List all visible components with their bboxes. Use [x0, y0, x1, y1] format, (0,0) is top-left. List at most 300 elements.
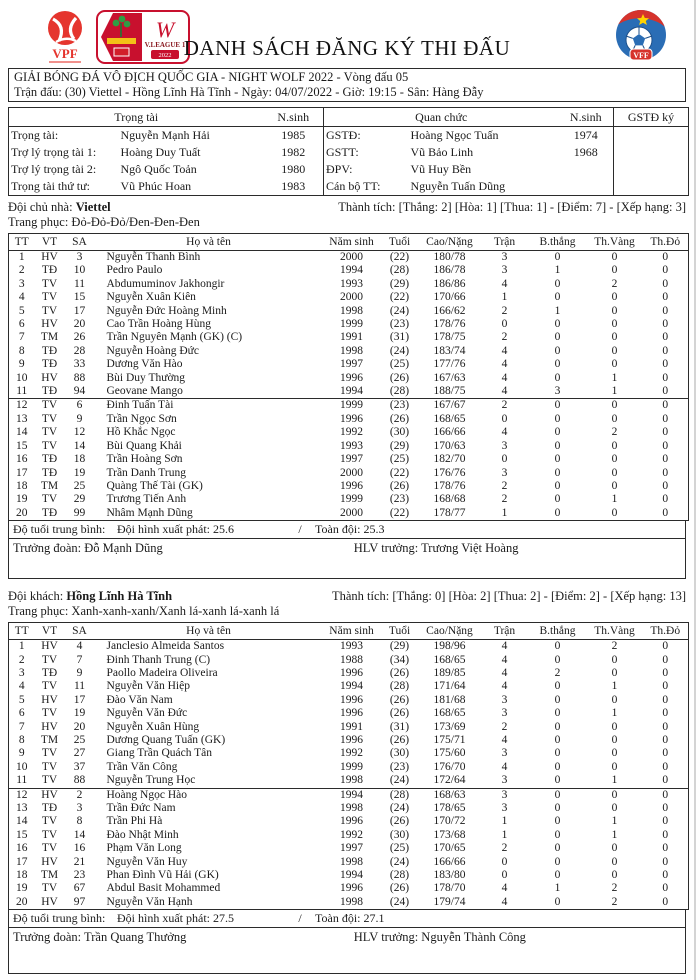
goals-cell: 0	[554, 680, 561, 693]
birth-year: 1985	[281, 128, 306, 142]
age-cell: (24)	[389, 802, 410, 814]
height-weight-cell: 168/63	[419, 788, 481, 802]
height-weight-cell: 166/66	[433, 426, 466, 439]
shirt-number-cell: 7	[76, 653, 83, 666]
player-name-cell: Đinh Tuấn Tài	[95, 399, 323, 413]
player-name-cell: Nguyễn Xuân Hùng	[106, 720, 200, 733]
player-name-cell: Quàng Thế Tài (GK)	[106, 479, 203, 492]
position-cell: TĐ	[41, 344, 58, 357]
tt-cell: 20	[16, 895, 28, 908]
position-cell: HV	[41, 371, 58, 384]
player-row	[9, 856, 689, 869]
age-cell: (30)	[389, 426, 410, 439]
position-cell: TV	[41, 493, 58, 506]
red-cards-cell: 0	[662, 291, 669, 304]
player-name-cell: Nguyễn Hoàng Đức	[106, 344, 199, 357]
goals-cell: 0	[554, 707, 561, 720]
position-cell: HV	[35, 788, 65, 802]
shirt-number-cell: 11	[73, 277, 86, 290]
matches-cell: 3	[501, 707, 508, 720]
away-team-line	[8, 589, 686, 604]
tt-cell: 10	[16, 760, 28, 773]
player-row	[9, 467, 689, 480]
player-name-cell: Paollo Madeira Oliveira	[106, 666, 218, 679]
tt-cell: 11	[16, 385, 28, 398]
goals-cell: 2	[554, 666, 561, 679]
birth-year-cell: 1996	[340, 707, 363, 720]
player-name-cell: Trần Hoàng Sơn	[106, 453, 183, 466]
shirt-number-cell: 28	[73, 344, 86, 357]
home-kit-line: Trang phục: Đỏ-Đỏ-Đỏ/Đen-Đen-Đen	[8, 215, 200, 229]
tt-cell: 17	[16, 466, 28, 479]
birth-year-cell: 1996	[340, 479, 363, 492]
position-cell: HV	[41, 640, 58, 653]
yellow-cards-cell: 0	[611, 412, 618, 425]
red-cards-cell: 0	[662, 653, 669, 666]
column-header-9: Th.Vàng	[587, 234, 643, 251]
height-weight-cell: 168/65	[433, 412, 466, 425]
away-leaders-box	[8, 928, 686, 974]
position-cell: TM	[40, 869, 59, 882]
goals-cell: 0	[554, 277, 561, 290]
birth-year-cell: 1999	[340, 318, 363, 331]
goals-cell: 0	[554, 358, 561, 371]
player-name-cell: Đào Văn Nam	[106, 693, 173, 706]
height-weight-cell: 189/85	[433, 666, 466, 679]
player-row	[9, 667, 689, 680]
position-cell: TV	[41, 882, 58, 895]
age-cell: (28)	[381, 788, 419, 802]
official-name: Nguyễn Tuấn Dũng	[410, 179, 506, 193]
goals-cell: 0	[554, 466, 561, 479]
role-label: GSTT:	[324, 144, 409, 161]
red-cards-cell: 0	[662, 453, 669, 466]
age-cell: (26)	[389, 707, 410, 720]
player-name-cell: Trần Ngọc Sơn	[106, 412, 177, 425]
goals-cell: 0	[554, 331, 561, 344]
position-cell: TM	[40, 479, 59, 492]
right-logo	[614, 8, 668, 66]
column-header-10: Th.Đỏ	[643, 234, 689, 251]
goals-cell: 0	[554, 720, 561, 733]
red-cards-cell: 0	[662, 479, 669, 492]
gstd-sign-cell	[614, 127, 689, 196]
player-name-cell: Nguyễn Thanh Bình	[106, 251, 201, 263]
goals-cell: 0	[554, 815, 561, 828]
shirt-number-cell: 19	[73, 707, 86, 720]
shirt-number-cell: 17	[73, 304, 86, 317]
player-name-cell: Trần Nguyên Mạnh (GK) (C)	[106, 331, 243, 344]
age-cell: (22)	[389, 506, 410, 519]
player-name-cell: Nhâm Mạnh Dũng	[106, 506, 193, 519]
age-cell: (29)	[389, 640, 410, 653]
position-cell: TV	[41, 774, 58, 787]
yellow-cards-cell: 0	[611, 842, 618, 855]
birth-year-cell: 2000	[340, 291, 363, 304]
column-header-1: VT	[35, 623, 65, 640]
red-cards-cell: 0	[662, 331, 669, 344]
birth-year-cell: 1992	[340, 426, 363, 439]
height-weight-cell: 181/68	[433, 693, 466, 706]
red-cards-cell: 0	[662, 747, 669, 760]
tt-cell: 13	[16, 802, 28, 814]
tt-cell: 6	[18, 318, 25, 331]
birth-year-cell: 1996	[340, 371, 363, 384]
age-cell: (34)	[389, 653, 410, 666]
player-name-cell: Bùi Quang Khải	[106, 439, 182, 452]
height-weight-cell: 188/75	[433, 385, 466, 398]
height-weight-cell: 166/62	[433, 304, 466, 317]
matches-cell: 2	[501, 493, 508, 506]
matches-cell: 0	[501, 453, 508, 466]
column-header-6: Cao/Nặng	[419, 623, 481, 640]
shirt-number-cell: 88	[73, 774, 86, 787]
home-avg-age-row	[8, 521, 686, 539]
shirt-number-cell: 88	[73, 371, 86, 384]
age-cell: (26)	[389, 371, 410, 384]
matches-cell: 4	[501, 640, 508, 653]
goals-cell: 1	[554, 304, 561, 317]
birth-year-cell: 1993	[340, 439, 363, 452]
shirt-number-cell: 97	[73, 895, 86, 908]
yellow-cards-cell: 0	[611, 251, 618, 263]
player-name-cell: Nguyễn Văn Huy	[106, 855, 188, 868]
height-weight-cell: 177/76	[433, 358, 466, 371]
player-row	[9, 694, 689, 707]
age-cell: (26)	[389, 693, 410, 706]
official-name: Ngô Quốc Toản	[120, 162, 197, 176]
yellow-cards-cell: 0	[611, 760, 618, 773]
away-avg-age-row	[8, 910, 686, 928]
shirt-number-cell: 6	[65, 399, 95, 413]
goals-cell: 0	[554, 760, 561, 773]
birth-year-cell: 1999	[340, 760, 363, 773]
player-name-cell: Nguyễn Văn Hiệp	[106, 680, 190, 693]
player-name-cell: Trần Phi Hà	[106, 815, 163, 828]
position-cell: TV	[41, 439, 58, 452]
yellow-cards-cell: 2	[611, 277, 618, 290]
position-cell: TV	[41, 304, 58, 317]
born-col-header2: N.sinh	[559, 108, 614, 127]
official-name: Hoàng Duy Tuất	[120, 145, 201, 159]
birth-year-cell: 1999	[323, 399, 381, 413]
player-row	[9, 747, 689, 760]
vff-text: VFF	[633, 51, 649, 60]
birth-year-cell: 1998	[340, 344, 363, 357]
home-players-header-row	[9, 234, 689, 251]
shirt-number-cell: 37	[73, 760, 86, 773]
tt-cell: 7	[18, 331, 25, 344]
matches-cell: 2	[501, 720, 508, 733]
column-header-1: VT	[35, 234, 65, 251]
player-name-cell: Nguyễn Đức Hoàng Minh	[106, 304, 227, 317]
red-cards-cell: 0	[662, 882, 669, 895]
height-weight-cell: 176/76	[433, 466, 466, 479]
birth-year-cell: 1992	[340, 828, 363, 841]
player-row	[9, 869, 689, 882]
red-cards-cell: 0	[662, 869, 669, 882]
height-weight-cell: 186/86	[433, 277, 466, 290]
red-cards-cell: 0	[662, 895, 669, 908]
column-header-0: TT	[9, 623, 35, 640]
yellow-cards-cell: 1	[611, 774, 618, 787]
shirt-number-cell: 29	[73, 493, 86, 506]
tt-cell: 18	[16, 869, 28, 882]
position-cell: TĐ	[41, 385, 58, 398]
age-cell: (26)	[389, 412, 410, 425]
starting-avg-age: Đội hình xuất phát: 25.6	[117, 522, 234, 537]
shirt-number-cell: 3	[76, 251, 83, 263]
player-row	[9, 842, 689, 855]
birth-year-cell: 1994	[340, 385, 363, 398]
slash: /	[298, 522, 302, 537]
height-weight-cell: 175/71	[433, 733, 466, 746]
officials-row	[9, 127, 689, 145]
player-row	[9, 331, 689, 344]
tt-cell: 3	[18, 666, 25, 679]
height-weight-cell: 186/78	[433, 264, 466, 277]
referee-col-header: Trọng tài	[9, 108, 264, 127]
yellow-cards-cell: 0	[611, 466, 618, 479]
matches-cell: 2	[481, 399, 529, 413]
tt-cell: 13	[16, 412, 28, 425]
height-weight-cell: 168/65	[433, 707, 466, 720]
column-header-8: B.thắng	[529, 234, 587, 251]
player-row	[9, 278, 689, 291]
player-row	[9, 829, 689, 842]
officials-row	[9, 144, 689, 161]
tt-cell: 19	[16, 882, 28, 895]
age-cell: (24)	[389, 774, 410, 787]
birth-year-cell: 1996	[340, 815, 363, 828]
matches-cell: 3	[501, 747, 508, 760]
height-weight-cell: 168/65	[433, 653, 466, 666]
red-cards-cell: 0	[662, 802, 669, 814]
goals-cell: 0	[554, 828, 561, 841]
yellow-cards-cell: 2	[611, 640, 618, 653]
age-cell: (26)	[389, 882, 410, 895]
tt-cell: 14	[16, 815, 28, 828]
red-cards-cell: 0	[662, 371, 669, 384]
position-cell: TV	[41, 680, 58, 693]
red-cards-cell: 0	[662, 707, 669, 720]
height-weight-cell: 173/68	[433, 828, 466, 841]
shirt-number-cell: 25	[73, 479, 86, 492]
tt-cell: 9	[18, 747, 25, 760]
matches-cell: 0	[501, 412, 508, 425]
matches-cell: 4	[501, 666, 508, 679]
player-row	[9, 788, 689, 802]
yellow-cards-cell: 0	[611, 264, 618, 277]
role-label: Trọng tài thứ tư:	[11, 179, 90, 193]
shirt-number-cell: 12	[73, 426, 86, 439]
height-weight-cell: 167/63	[433, 371, 466, 384]
position-cell: TĐ	[41, 264, 58, 277]
player-row	[9, 774, 689, 788]
home-team-label	[8, 200, 111, 215]
height-weight-cell: 175/60	[433, 747, 466, 760]
birth-year-cell: 1992	[340, 747, 363, 760]
height-weight-cell: 178/70	[433, 882, 466, 895]
height-weight-cell: 180/78	[433, 251, 466, 263]
player-name-cell: Đào Nhật Minh	[106, 828, 179, 841]
yellow-cards-cell: 0	[611, 318, 618, 331]
age-cell: (22)	[389, 251, 410, 263]
away-players-header-row	[9, 623, 689, 640]
birth-year-cell: 1988	[340, 653, 363, 666]
player-name-cell: Geovane Mango	[106, 385, 183, 398]
matches-cell: 3	[501, 774, 508, 787]
birth-year-cell: 1996	[340, 412, 363, 425]
age-cell: (28)	[389, 264, 410, 277]
height-weight-cell: 173/69	[433, 720, 466, 733]
red-cards-cell: 0	[662, 693, 669, 706]
column-header-4: Năm sinh	[323, 623, 381, 640]
matches-cell: 1	[501, 828, 508, 841]
official-name: Nguyễn Mạnh Hải	[120, 128, 210, 142]
role-label: Cán bộ TT:	[324, 178, 409, 196]
vff-logo-icon	[614, 8, 668, 62]
red-cards-cell: 0	[662, 304, 669, 317]
tt-cell: 11	[16, 774, 28, 787]
height-weight-cell: 168/68	[433, 493, 466, 506]
red-cards-cell: 0	[662, 720, 669, 733]
age-cell: (29)	[389, 439, 410, 452]
goals-cell: 0	[554, 479, 561, 492]
match-line: Trận đấu: (30) Viettel - Hồng Lĩnh Hà Tĩnh - Ngày: 04/07/2022 - Giờ: 19:15 - Sân: Hàng Đẫy	[14, 85, 484, 99]
home-role-label: Đội chủ nhà:	[8, 200, 73, 214]
player-name-cell: Nguyễn Trung Học	[106, 774, 196, 787]
age-cell: (26)	[389, 479, 410, 492]
matches-cell: 0	[501, 855, 508, 868]
player-row	[9, 251, 689, 265]
position-cell: TM	[40, 733, 59, 746]
competition-box	[8, 68, 686, 102]
goals-cell: 0	[554, 291, 561, 304]
goals-cell: 0	[554, 412, 561, 425]
shirt-number-cell: 25	[73, 733, 86, 746]
home-team-leader: Trưởng đoàn: Đỗ Mạnh Dũng	[13, 541, 163, 556]
position-cell: TV	[35, 399, 65, 413]
age-cell: (30)	[389, 828, 410, 841]
tt-cell: 2	[18, 264, 25, 277]
role-label: GSTĐ:	[324, 127, 409, 145]
tt-cell: 16	[16, 453, 28, 466]
column-header-3: Họ và tên	[95, 234, 323, 251]
red-cards-cell: 0	[662, 828, 669, 841]
tt-cell: 3	[18, 277, 25, 290]
goals-cell: 0	[554, 493, 561, 506]
yellow-cards-cell: 0	[611, 733, 618, 746]
shirt-number-cell: 9	[76, 412, 83, 425]
matches-cell: 4	[501, 680, 508, 693]
matches-cell: 0	[501, 869, 508, 882]
goals-cell: 0	[529, 399, 587, 413]
birth-year-cell: 1998	[340, 802, 363, 814]
position-cell: HV	[41, 251, 58, 263]
red-cards-cell: 0	[662, 277, 669, 290]
tt-cell: 7	[18, 720, 25, 733]
player-row	[9, 493, 689, 506]
matches-cell: 1	[501, 506, 508, 519]
role-label: Trọng tài:	[11, 128, 59, 142]
birth-year-cell: 1993	[340, 277, 363, 290]
column-header-3: Họ và tên	[95, 623, 323, 640]
height-weight-cell: 178/77	[433, 506, 466, 519]
goals-cell: 0	[554, 453, 561, 466]
tt-cell: 9	[18, 358, 25, 371]
position-cell: TĐ	[41, 666, 58, 679]
goals-cell: 0	[554, 733, 561, 746]
away-team-label	[8, 589, 172, 604]
birth-year-cell: 1997	[340, 453, 363, 466]
player-name-cell: Abdul Basit Mohammed	[106, 882, 221, 895]
yellow-cards-cell: 0	[611, 666, 618, 679]
birth-year-cell: 1999	[340, 493, 363, 506]
birth-year: 1983	[281, 179, 306, 193]
player-name-cell: Dương Quang Tuấn (GK)	[106, 733, 226, 746]
matches-cell: 3	[501, 466, 508, 479]
whole-team-avg-age: Toàn đội: 25.3	[315, 522, 385, 537]
player-row	[9, 896, 689, 910]
official-name: Vũ Phúc Hoan	[120, 179, 192, 193]
red-cards-cell: 0	[662, 680, 669, 693]
birth-year-cell: 2000	[340, 466, 363, 479]
shirt-number-cell: 33	[73, 358, 86, 371]
yellow-cards-cell: 0	[611, 720, 618, 733]
goals-cell: 0	[554, 344, 561, 357]
goals-cell: 0	[554, 318, 561, 331]
matches-cell: 3	[501, 251, 508, 263]
age-cell: (23)	[389, 760, 410, 773]
birth-year-cell: 2000	[340, 251, 363, 263]
shirt-number-cell: 20	[73, 318, 86, 331]
birth-year	[559, 178, 614, 196]
yellow-cards-cell: 0	[611, 506, 618, 519]
position-cell: TM	[40, 331, 59, 344]
birth-year: 1982	[281, 145, 306, 159]
born-col-header: N.sinh	[264, 108, 324, 127]
yellow-cards-cell: 2	[611, 882, 618, 895]
birth-year-cell: 1994	[340, 869, 363, 882]
yellow-cards-cell: 0	[611, 304, 618, 317]
home-record: Thành tích: [Thắng: 2] [Hòa: 1] [Thua: 1] - [Điểm: 7] - [Xếp hạng: 3]	[338, 200, 686, 214]
tt-cell: 20	[16, 506, 28, 519]
tt-cell: 17	[16, 855, 28, 868]
goals-cell: 0	[554, 855, 561, 868]
height-weight-cell: 198/96	[433, 640, 466, 653]
position-cell: TV	[41, 412, 58, 425]
shirt-number-cell: 20	[73, 720, 86, 733]
red-cards-cell: 0	[643, 788, 689, 802]
age-cell: (24)	[389, 304, 410, 317]
birth-year-cell: 1998	[340, 855, 363, 868]
red-cards-cell: 0	[662, 318, 669, 331]
height-weight-cell: 170/63	[433, 439, 466, 452]
tt-cell: 4	[18, 291, 25, 304]
matches-cell: 4	[501, 733, 508, 746]
height-weight-cell: 182/70	[433, 453, 466, 466]
player-name-cell: Abdumuminov Jakhongir	[106, 277, 225, 290]
shirt-number-cell: 94	[73, 385, 86, 398]
matches-cell: 4	[501, 760, 508, 773]
age-cell: (23)	[389, 318, 410, 331]
birth-year	[559, 161, 614, 178]
height-weight-cell: 171/64	[433, 680, 466, 693]
player-name-cell: Pedro Paulo	[106, 264, 163, 277]
away-team-name: Hồng Lĩnh Hà Tĩnh	[66, 589, 173, 604]
shirt-number-cell: 67	[73, 882, 86, 895]
